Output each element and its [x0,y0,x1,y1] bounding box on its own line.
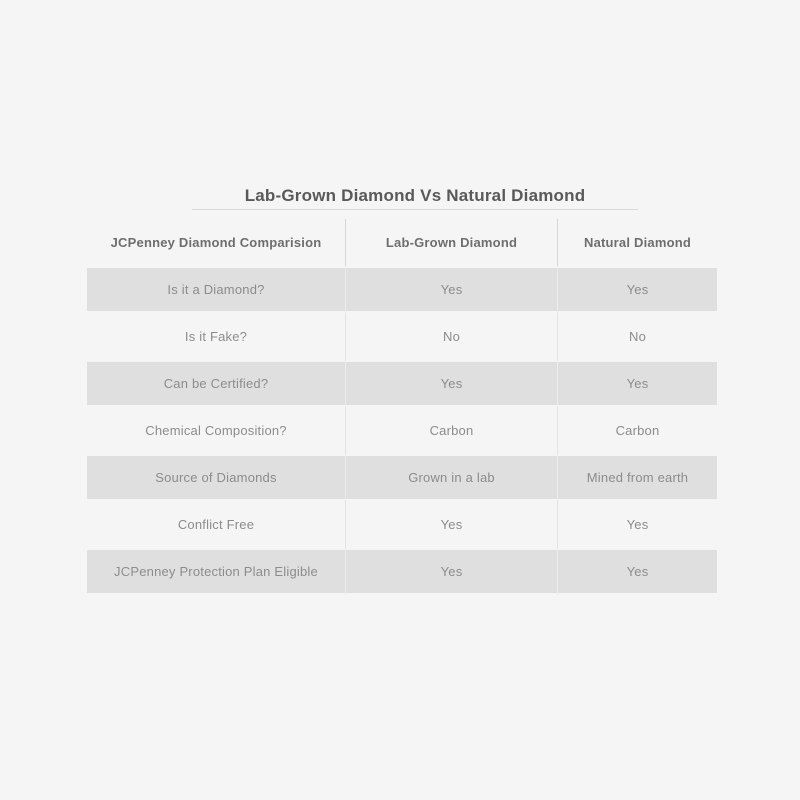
table-row [87,266,717,313]
row-label-cell: Can be Certified? [87,360,345,407]
title-divider [192,209,638,210]
row-label-cell: JCPenney Protection Plan Eligible [87,548,345,595]
lab-grown-value-cell: Grown in a lab [345,454,557,501]
lab-grown-value-cell: Yes [345,501,557,548]
lab-grown-value-cell: Yes [345,266,557,313]
table-row [87,407,717,454]
table-header-row [87,219,717,266]
natural-value-cell: Yes [557,501,717,548]
table-row [87,454,717,501]
lab-grown-value-cell: Yes [345,548,557,595]
row-label-cell: Is it Fake? [184,329,248,344]
table-row [87,501,717,548]
title-block [192,185,638,210]
row-label-cell: Is it a Diamond? [87,266,345,313]
natural-value-cell: No [557,313,717,360]
table-row [87,360,717,407]
table-body [87,266,717,595]
page-title: Lab-Grown Diamond Vs Natural Diamond [244,186,586,205]
row-label-cell: Source of Diamonds [87,454,345,501]
column-header-comparison: JCPenney Diamond Comparision [110,235,322,250]
natural-value-cell: Mined from earth [557,454,717,501]
lab-grown-value-cell: Carbon [345,407,557,454]
natural-value-cell: Yes [557,548,717,595]
row-label-cell: Conflict Free [177,517,255,532]
natural-value-cell: Yes [557,360,717,407]
lab-grown-value-cell: No [345,313,557,360]
column-header-lab-grown: Lab-Grown Diamond [345,219,557,266]
column-header-natural: Natural Diamond [557,219,717,266]
row-label-cell: Chemical Composition? [145,423,287,438]
natural-value-cell: Yes [557,266,717,313]
comparison-table [87,219,717,595]
natural-value-cell: Carbon [557,407,717,454]
table-row [87,548,717,595]
table-row [87,313,717,360]
lab-grown-value-cell: Yes [345,360,557,407]
